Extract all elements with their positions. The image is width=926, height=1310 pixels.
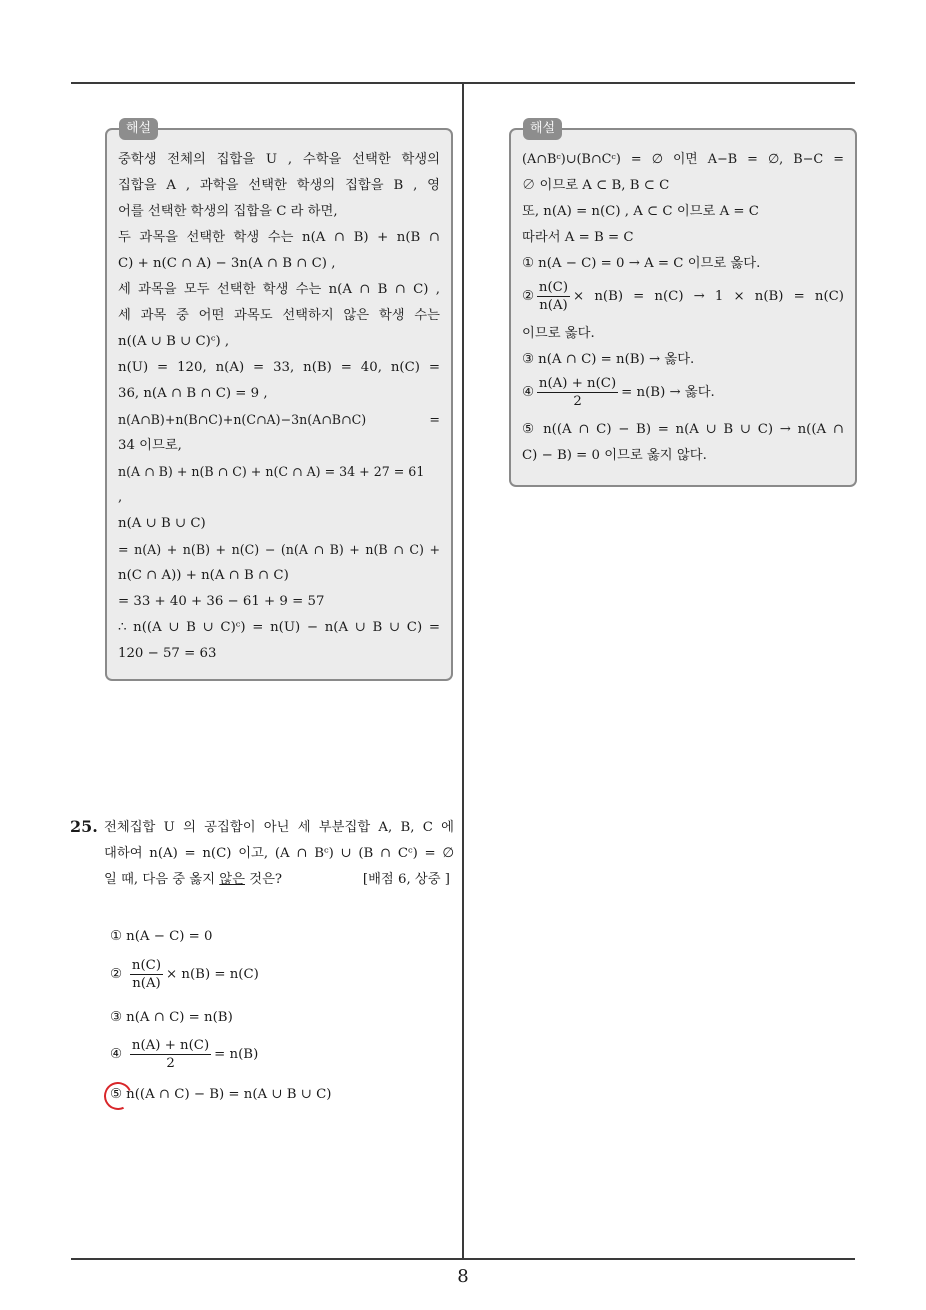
explanation-line: 두 과목을 선택한 학생 수는 n(A ∩ B) + n(B ∩ bbox=[118, 230, 440, 245]
right-explanation-tag: 해설 bbox=[523, 118, 562, 140]
explanation-line: (A∩Bᶜ)∪(B∩Cᶜ) = ∅ 이면 A−B = ∅, B−C = bbox=[522, 152, 844, 167]
explanation-line: n(A∩B)+n(B∩C)+n(C∩A)−3n(A∩B∩C) = bbox=[118, 412, 440, 427]
expression: n((A ∩ C) − B) = n(A ∪ B ∪ C) bbox=[126, 1087, 332, 1102]
explanation-line: 36, n(A ∩ B ∩ C) = 9 , bbox=[118, 386, 268, 401]
expression: × n(B) = n(C) → 1 × n(B) = n(C) bbox=[573, 288, 844, 304]
explanation-line: 세 과목 중 어떤 과목도 선택하지 않은 학생 수는 bbox=[118, 308, 440, 323]
page-number: 8 bbox=[457, 1266, 469, 1287]
fraction-numerator: n(C) bbox=[538, 280, 569, 295]
question-line: 대하여 n(A) = n(C) 이고, (A ∩ Bᶜ) ∪ (B ∩ Cᶜ) = ∅ bbox=[104, 846, 454, 861]
explanation-line: ③ n(A ∩ C) = n(B) → 옳다. bbox=[522, 352, 695, 367]
explanation-line: C) − B) = 0 이므로 옳지 않다. bbox=[522, 448, 707, 463]
explanation-line: ∅ 이므로 A ⊂ B, B ⊂ C bbox=[522, 178, 670, 193]
question-line bbox=[104, 871, 454, 889]
explanation-line: 이므로 옳다. bbox=[522, 326, 595, 341]
explanation-line: n((A ∪ B ∪ C)ᶜ) , bbox=[118, 334, 230, 349]
expression: × n(B) = n(C) bbox=[166, 967, 259, 982]
explanation-line: 세 과목을 모두 선택한 학생 수는 n(A ∩ B ∩ C) , bbox=[118, 282, 440, 297]
column-divider bbox=[462, 83, 464, 1259]
explanation-line: , bbox=[118, 490, 123, 505]
question-number: 25. bbox=[70, 817, 98, 836]
choice-5[interactable] bbox=[110, 1087, 331, 1102]
explanation-line: = n(A) + n(B) + n(C) − (n(A ∩ B) + n(B ∩ C) + bbox=[118, 542, 440, 557]
choice-marker: ④ bbox=[522, 384, 534, 400]
fraction-denominator: 2 bbox=[573, 394, 582, 409]
question-text: 것은? bbox=[249, 872, 283, 887]
explanation-line-fraction bbox=[522, 375, 715, 410]
fraction bbox=[537, 375, 618, 410]
choice-marker: ⑤ bbox=[110, 1087, 122, 1102]
question-line: 전체집합 U 의 공집합이 아닌 세 부분집합 A, B, C 에 bbox=[104, 820, 454, 835]
explanation-line: n(A ∪ B ∪ C) bbox=[118, 516, 206, 531]
expression: = n(B) → 옳다. bbox=[621, 384, 715, 400]
explanation-line: = 33 + 40 + 36 − 61 + 9 = 57 bbox=[118, 594, 325, 609]
explanation-line: 집합을 A , 과학을 선택한 학생의 집합을 B , 영 bbox=[118, 178, 440, 193]
explanation-line: 34 이므로, bbox=[118, 438, 182, 453]
emphasis-text: 않은 bbox=[219, 872, 245, 887]
bottom-rule bbox=[71, 1258, 855, 1260]
choice-4[interactable] bbox=[110, 1037, 258, 1072]
question-text: 일 때, 다음 중 옳지 bbox=[104, 872, 216, 887]
fraction-denominator: n(A) bbox=[539, 298, 568, 313]
expression: = n(B) bbox=[214, 1047, 259, 1062]
explanation-line: ∴ n((A ∪ B ∪ C)ᶜ) = n(U) − n(A ∪ B ∪ C) = bbox=[118, 620, 440, 635]
explanation-line: n(C ∩ A)) + n(A ∩ B ∩ C) bbox=[118, 568, 289, 583]
choice-marker: ④ bbox=[110, 1047, 122, 1062]
choice-marker: ② bbox=[522, 288, 534, 304]
fraction-numerator: n(C) bbox=[131, 958, 162, 973]
fraction-numerator: n(A) + n(C) bbox=[538, 376, 617, 391]
explanation-line: ⑤ n((A ∩ C) − B) = n(A ∪ B ∪ C) → n((A ∩ bbox=[522, 422, 844, 437]
choice-marker: ② bbox=[110, 967, 122, 982]
left-explanation-tag: 해설 bbox=[119, 118, 158, 140]
fraction bbox=[537, 279, 570, 314]
explanation-line: 따라서 A = B = C bbox=[522, 230, 634, 245]
explanation-line: 또, n(A) = n(C) , A ⊂ C 이므로 A = C bbox=[522, 204, 759, 219]
explanation-line: n(A ∩ B) + n(B ∩ C) + n(C ∩ A) = 34 + 27 = 61 bbox=[118, 464, 425, 479]
choice-3[interactable]: ③ n(A ∩ C) = n(B) bbox=[110, 1010, 233, 1025]
explanation-line-fraction bbox=[522, 279, 844, 314]
fraction bbox=[130, 1037, 211, 1072]
fraction-denominator: n(A) bbox=[132, 976, 161, 991]
fraction bbox=[130, 957, 163, 992]
explanation-line: ① n(A − C) = 0 → A = C 이므로 옳다. bbox=[522, 256, 761, 271]
answer-circle-mark bbox=[100, 1078, 136, 1114]
explanation-line: C) + n(C ∩ A) − 3n(A ∩ B ∩ C) , bbox=[118, 256, 336, 271]
fraction-numerator: n(A) + n(C) bbox=[131, 1038, 210, 1053]
choice-1[interactable]: ① n(A − C) = 0 bbox=[110, 929, 213, 944]
score-label: [배점 6, 상중 ] bbox=[362, 872, 450, 887]
explanation-line: n(U) = 120, n(A) = 33, n(B) = 40, n(C) = bbox=[118, 360, 440, 375]
choice-2[interactable] bbox=[110, 957, 259, 992]
explanation-line: 120 − 57 = 63 bbox=[118, 646, 217, 661]
fraction-denominator: 2 bbox=[166, 1056, 175, 1071]
explanation-line: 중학생 전체의 집합을 U , 수학을 선택한 학생의 bbox=[118, 152, 440, 167]
explanation-line: 어를 선택한 학생의 집합을 C 라 하면, bbox=[118, 204, 338, 219]
